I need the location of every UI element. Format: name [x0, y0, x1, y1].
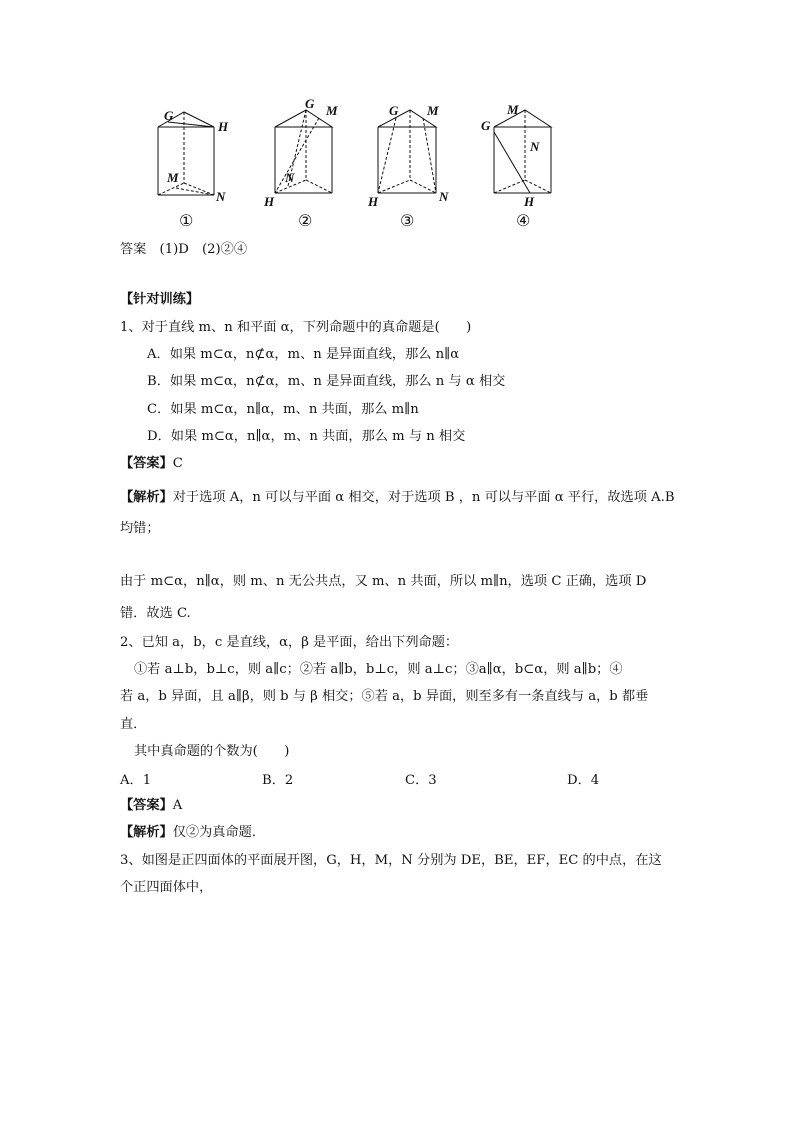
q1-analysis-label: 【解析】 — [120, 490, 173, 505]
q1-option-b: B．如果 m⊂α，n⊄α，m、n 是异面直线，那么 n 与 α 相交 — [147, 374, 506, 389]
q2-analysis-label: 【解析】 — [120, 825, 173, 840]
p2-label-h: H — [264, 194, 275, 209]
q2-analysis — [120, 823, 265, 843]
q1-answer-label: 【答案】 — [120, 456, 173, 471]
q1-option-d: D．如果 m⊂α，n∥α，m、n 共面，那么 m 与 n 相交 — [147, 429, 466, 444]
q2-stem: 2、已知 a，b，c 是直线，α，β 是平面，给出下列命题： — [120, 635, 459, 650]
p3-label-m: M — [427, 103, 439, 118]
p3-label-n: N — [439, 189, 449, 204]
q2-answer — [120, 796, 182, 816]
p3-label-h: H — [368, 194, 379, 209]
q1-analysis-line-4: 错．故选 C. — [120, 606, 191, 621]
q2-option-c: C．3 — [405, 773, 437, 788]
q1-option-c: C．如果 m⊂α，n∥α，m、n 共面，那么 m∥n — [147, 402, 419, 417]
q3-line-2: 个正四面体中， — [120, 880, 213, 895]
q1-answer-value: C — [172, 456, 183, 471]
p2-label-m: M — [326, 103, 338, 118]
prism-figure-svg — [150, 98, 570, 233]
answer-line: 答案 (1)D (2)②④ — [120, 242, 248, 257]
p1-label-m: M — [167, 170, 179, 185]
prism-3 — [378, 110, 436, 193]
q1-option-a: A．如果 m⊂α，n⊄α，m、n 是异面直线，那么 n∥α — [147, 347, 460, 362]
q2-question: 其中真命题的个数为( ) — [134, 744, 290, 759]
q1-analysis-line-2: 均错； — [120, 521, 160, 536]
q1-stem: 1、对于直线 m、n 和平面 α，下列命题中的真命题是( ) — [120, 320, 472, 335]
caption-3: ③ — [400, 211, 415, 230]
p1-label-h: H — [218, 119, 229, 134]
q3-line-1: 3、如图是正四面体的平面展开图，G，H，M，N 分别为 DE，BE，EF，EC 的中点，在这 — [120, 853, 662, 868]
caption-1: ① — [179, 211, 194, 230]
q2-line-1: ①若 a⊥b，b⊥c，则 a∥c；②若 a∥b，b⊥c，则 a⊥c；③a∥α，b⊂α，则 a∥b；④ — [134, 662, 623, 677]
q1-analysis-text-1: 对于选项 A，n 可以与平面 α 相交，对于选项 B ，n 可以与平面 α 平行，故选项 A.B — [172, 490, 675, 505]
p3-label-g: G — [389, 103, 399, 118]
q1-answer — [120, 454, 183, 474]
q1-analysis-line-3: 由于 m⊂α，n∥α，则 m、n 无公共点，又 m、n 共面，所以 m∥n，选项 C 正确，选项 D — [120, 574, 647, 589]
caption-2: ② — [298, 211, 313, 230]
p2-label-n: N — [285, 170, 295, 185]
prism-4 — [494, 110, 551, 193]
p4-label-g: G — [481, 118, 491, 133]
p4-label-n: N — [530, 139, 540, 154]
p1-label-n: N — [216, 189, 226, 204]
q2-answer-label: 【答案】 — [120, 798, 173, 813]
prism-figure — [150, 98, 570, 233]
p4-label-h: H — [524, 194, 535, 209]
caption-4: ④ — [516, 211, 531, 230]
q2-option-a: A．1 — [120, 773, 152, 788]
section-title: 【针对训练】 — [120, 292, 200, 307]
p4-label-m: M — [507, 102, 519, 117]
q2-analysis-text: 仅②为真命题． — [172, 825, 266, 840]
p2-label-g: G — [305, 96, 315, 111]
prism-2 — [275, 110, 332, 193]
q2-line-2: 若 a，b 异面，且 a∥β，则 b 与 β 相交；⑤若 a，b 异面，则至多有一条直线与 a，b 都垂 — [120, 689, 649, 704]
q2-line-3: 直． — [120, 717, 147, 732]
q2-option-b: B．2 — [262, 773, 294, 788]
q2-answer-value: A — [172, 798, 183, 813]
q2-option-d: D．4 — [567, 773, 600, 788]
q1-analysis — [120, 488, 675, 508]
p1-label-g: G — [164, 108, 174, 123]
